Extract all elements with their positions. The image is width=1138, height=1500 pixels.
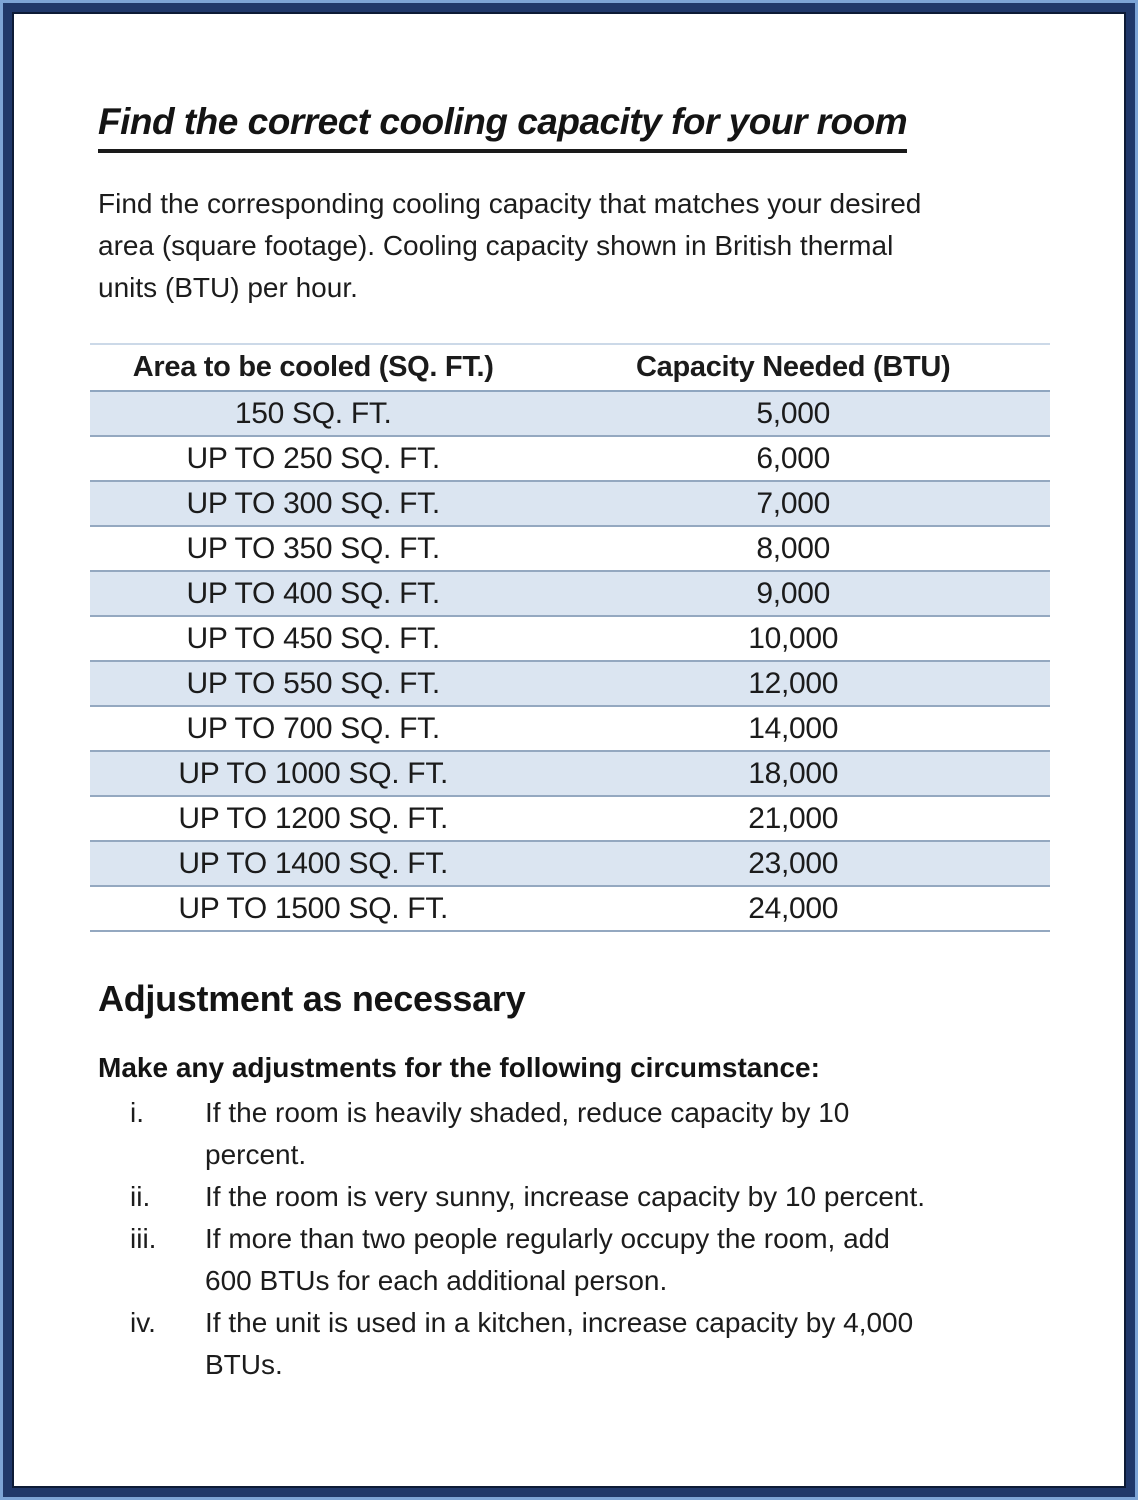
list-item-line: BTUs. <box>205 1349 283 1381</box>
capacity-cell: 23,000 <box>748 846 839 880</box>
table-header-row <box>90 344 1050 391</box>
table-row <box>90 706 1050 751</box>
capacity-cell: 7,000 <box>756 486 830 520</box>
area-cell: UP TO 450 SQ. FT. <box>186 621 440 655</box>
capacity-cell: 21,000 <box>748 801 839 835</box>
table-row <box>90 661 1050 706</box>
list-item-marker: iii. <box>130 1223 157 1255</box>
list-item-text <box>205 1218 1050 1302</box>
list-item-text <box>205 1176 1050 1218</box>
list-item <box>98 1218 1050 1302</box>
intro-line: units (BTU) per hour. <box>98 272 358 304</box>
list-item-text <box>205 1092 1050 1176</box>
table-row <box>90 571 1050 616</box>
capacity-table-body <box>90 391 1050 931</box>
list-item-line: 600 BTUs for each additional person. <box>205 1265 668 1297</box>
table-row <box>90 481 1050 526</box>
area-cell: UP TO 1400 SQ. FT. <box>178 846 449 880</box>
area-cell: UP TO 1500 SQ. FT. <box>178 891 449 925</box>
area-cell: UP TO 1200 SQ. FT. <box>178 801 449 835</box>
intro-line: area (square footage). Cooling capacity shown in British thermal <box>98 230 894 262</box>
table-row <box>90 616 1050 661</box>
capacity-cell: 9,000 <box>756 576 830 610</box>
area-cell: UP TO 300 SQ. FT. <box>186 486 440 520</box>
capacity-cell: 8,000 <box>756 531 830 565</box>
table-row <box>90 841 1050 886</box>
table-row <box>90 796 1050 841</box>
list-item-marker: iv. <box>130 1307 156 1339</box>
list-item-line: If the room is very sunny, increase capacity by 10 percent. <box>205 1181 926 1213</box>
col-header-area: Area to be cooled (SQ. FT.) <box>132 351 494 384</box>
adjustment-lead: Make any adjustments for the following circumstance: <box>98 1052 820 1084</box>
area-cell: 150 SQ. FT. <box>234 396 392 430</box>
list-item-marker: i. <box>130 1097 144 1129</box>
capacity-cell: 18,000 <box>748 756 839 790</box>
area-cell: UP TO 400 SQ. FT. <box>186 576 440 610</box>
capacity-cell: 5,000 <box>756 396 830 430</box>
table-row <box>90 436 1050 481</box>
list-item-line: If the room is heavily shaded, reduce capacity by 10 <box>205 1097 850 1129</box>
table-row <box>90 751 1050 796</box>
intro-paragraph <box>98 183 1050 309</box>
area-cell: UP TO 700 SQ. FT. <box>186 711 440 745</box>
list-item <box>98 1302 1050 1386</box>
adjustment-heading: Adjustment as necessary <box>98 978 526 1020</box>
adjustment-list <box>98 1092 1050 1386</box>
area-cell: UP TO 550 SQ. FT. <box>186 666 440 700</box>
list-item <box>98 1092 1050 1176</box>
capacity-cell: 10,000 <box>748 621 839 655</box>
capacity-cell: 6,000 <box>756 441 830 475</box>
list-item-line: percent. <box>205 1139 307 1171</box>
page-title: Find the correct cooling capacity for your room <box>98 100 907 153</box>
list-item-line: If the unit is used in a kitchen, increase capacity by 4,000 <box>205 1307 914 1339</box>
list-item <box>98 1176 1050 1218</box>
table-row <box>90 886 1050 931</box>
col-header-capacity: Capacity Needed (BTU) <box>636 351 951 384</box>
list-item-line: If more than two people regularly occupy the room, add <box>205 1223 890 1255</box>
table-row <box>90 526 1050 571</box>
table-row <box>90 391 1050 436</box>
intro-line: Find the corresponding cooling capacity that matches your desired <box>98 188 922 220</box>
capacity-cell: 12,000 <box>748 666 839 700</box>
capacity-cell: 24,000 <box>748 891 839 925</box>
list-item-marker: ii. <box>130 1181 151 1213</box>
capacity-cell: 14,000 <box>748 711 839 745</box>
area-cell: UP TO 350 SQ. FT. <box>186 531 440 565</box>
capacity-table <box>90 343 1050 932</box>
area-cell: UP TO 1000 SQ. FT. <box>178 756 449 790</box>
list-item-text <box>205 1302 1050 1386</box>
area-cell: UP TO 250 SQ. FT. <box>186 441 440 475</box>
